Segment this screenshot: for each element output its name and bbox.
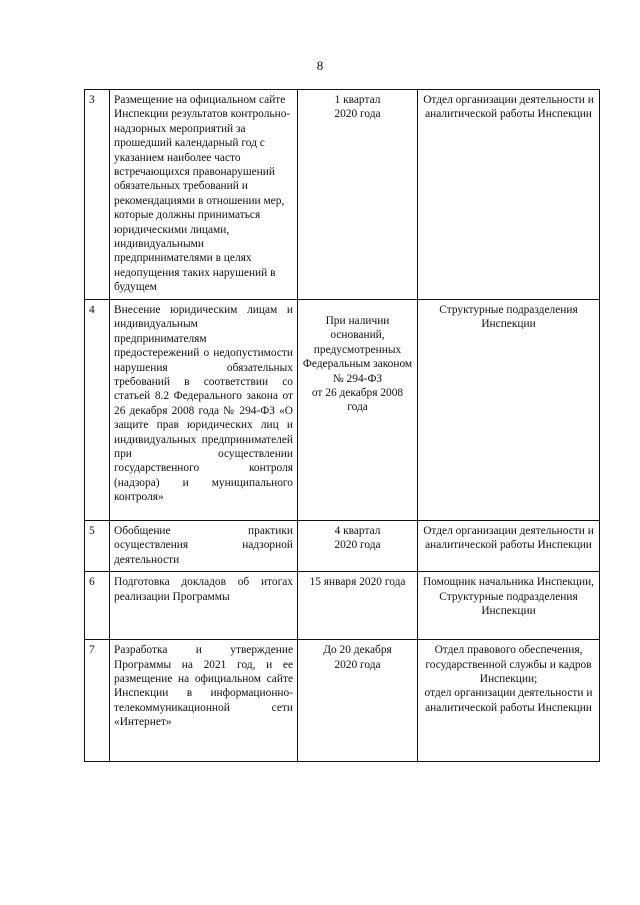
responsible-cell: Структурные подразделения Инспекции — [418, 300, 600, 521]
table-row — [85, 300, 600, 521]
row-number: 6 — [85, 572, 110, 640]
activity-cell: Обобщение практики осуществления надзорной деятельности — [110, 521, 298, 572]
responsible-cell: Помощник начальника Инспекции, Структурные подразделения Инспекции — [418, 572, 600, 640]
row-number: 4 — [85, 300, 110, 521]
table-row — [85, 640, 600, 762]
responsible-cell: Отдел правового обеспечения, государственной службы и кадров Инспекции; отдел организации деятельности и аналитической работы Инспекции — [418, 640, 600, 762]
table-row — [85, 572, 600, 640]
responsible-cell: Отдел организации деятельности и аналитической работы Инспекции — [418, 521, 600, 572]
row-number: 7 — [85, 640, 110, 762]
activities-table — [84, 89, 600, 762]
deadline-cell: 1 квартал 2020 года — [298, 90, 418, 300]
deadline-cell: При наличии оснований, предусмотренных Федеральным законом № 294-ФЗ от 26 декабря 2008 года — [298, 300, 418, 521]
activity-cell: Внесение юридическим лицам и индивидуальным предпринимателям предостережений о недопустимости нарушения обязательных требований в соответствии со статьей 8.2 Федерального закона от 26 декабря 2008 года № 294-ФЗ «О защите прав юридических лиц и индивидуальных предпринимателей при осуществлении государственного контроля (надзора) и муниципального контроля» — [110, 300, 298, 521]
table-row — [85, 521, 600, 572]
row-number: 5 — [85, 521, 110, 572]
page-number: 8 — [316, 58, 324, 73]
row-number: 3 — [85, 90, 110, 300]
responsible-cell: Отдел организации деятельности и аналитической работы Инспекции — [418, 90, 600, 300]
deadline-cell: 15 января 2020 года — [298, 572, 418, 640]
activity-cell: Разработка и утверждение Программы на 2021 год, и ее размещение на официальном сайте Инспекции в информационно-телекоммуникационной сети «Интернет» — [110, 640, 298, 762]
activity-cell: Подготовка докладов об итогах реализации Программы — [110, 572, 298, 640]
activity-cell: Размещение на официальном сайте Инспекции результатов контрольно-надзорных мероприятий за прошедший календарный год с указанием наиболее часто встречающихся правонарушений обязательных требований и рекомендациями в отношении мер, которые должны приниматься юридическими лицами, индивидуальными предпринимателями в целях недопущения таких нарушений в будущем — [110, 90, 298, 300]
table-row — [85, 90, 600, 300]
deadline-cell: До 20 декабря 2020 года — [298, 640, 418, 762]
deadline-cell: 4 квартал 2020 года — [298, 521, 418, 572]
